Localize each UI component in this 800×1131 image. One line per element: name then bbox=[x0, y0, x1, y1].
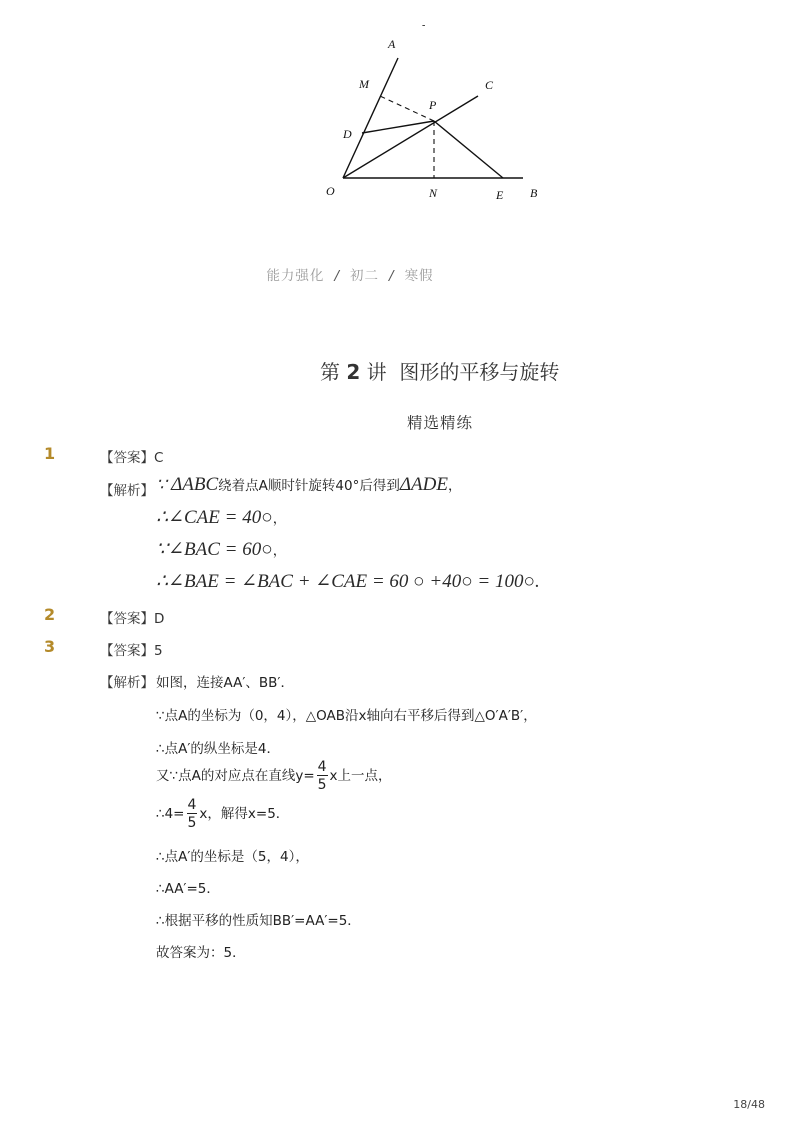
q1-line4-math: ∴∠BAE = ∠BAC + ∠CAE = 60 ○ +40○ = 100○. bbox=[156, 571, 540, 592]
q3-line4-pre: 又∵点A的对应点在直线y= bbox=[156, 768, 315, 784]
question-number-2: 2 bbox=[44, 605, 56, 624]
header-part3: 寒假 bbox=[404, 268, 434, 284]
q1-line1-text: 绕着点A顺时针旋转40°后得到 bbox=[218, 478, 400, 494]
q3-line5 bbox=[156, 798, 289, 830]
q3-line8: ∴根据平移的性质知BB′=AA′=5． bbox=[156, 913, 361, 929]
q3-line7: ∴AA′=5． bbox=[156, 881, 220, 897]
q3-line6: ∴点A′的坐标是（5，4）， bbox=[156, 849, 309, 865]
label-B: B bbox=[530, 186, 538, 200]
label-N: N bbox=[429, 186, 438, 200]
q1-line1 bbox=[156, 474, 461, 496]
q1-line2-math: ∴∠CAE = 40○ bbox=[156, 507, 273, 528]
label-P: P bbox=[429, 98, 437, 112]
q3-line3: ∴点A′的纵坐标是4． bbox=[156, 741, 280, 757]
q1-line2-end: ， bbox=[272, 511, 287, 527]
segment-PE bbox=[434, 121, 503, 178]
q1-line3 bbox=[156, 538, 286, 561]
lecture-title bbox=[320, 356, 559, 385]
q3-line5-pre: ∴4= bbox=[156, 806, 185, 822]
q3-line5-post: x，解得x=5． bbox=[199, 806, 290, 822]
label-O: O bbox=[326, 184, 335, 198]
lecture-number: 2 bbox=[346, 360, 361, 384]
q3-line2: ∵点A的坐标为（0，4），△OAB沿x轴向右平移后得到△O′A′B′， bbox=[156, 708, 537, 724]
q3-line9: 故答案为：5． bbox=[156, 945, 246, 961]
label-A: A bbox=[388, 37, 396, 51]
q2-answer: 【答案】D bbox=[100, 611, 165, 627]
fraction-denominator: 5 bbox=[317, 777, 327, 793]
q3-analysis-tag: 【解析】 bbox=[100, 675, 154, 691]
question-number-1: 1 bbox=[44, 444, 56, 463]
q3-line1: 如图，连接AA′、BB′． bbox=[156, 675, 294, 691]
ray-OA bbox=[343, 58, 398, 178]
q1-line4 bbox=[156, 570, 540, 593]
q3-answer: 【答案】5 bbox=[100, 643, 163, 659]
label-C: C bbox=[485, 78, 494, 92]
q1-answer: 【答案】C bbox=[100, 450, 164, 466]
ray-OC bbox=[343, 96, 478, 178]
fraction-numerator: 4 bbox=[317, 759, 327, 775]
label-M: M bbox=[359, 77, 369, 91]
q3-line5-fraction bbox=[187, 798, 198, 830]
label-top-mark: - bbox=[422, 20, 426, 31]
section-title: 精选精练 bbox=[407, 414, 474, 432]
q1-line2 bbox=[156, 506, 286, 529]
page-number: 18/48 bbox=[733, 1098, 765, 1111]
segment-DP bbox=[362, 121, 434, 133]
fraction-numerator: 4 bbox=[187, 797, 197, 813]
q1-analysis-tag: 【解析】 bbox=[100, 483, 154, 499]
q1-line3-end: ， bbox=[272, 543, 287, 559]
running-header bbox=[0, 264, 700, 284]
q3-line4-fraction bbox=[317, 760, 328, 792]
header-sep: / bbox=[389, 268, 395, 284]
header-sep: / bbox=[334, 268, 340, 284]
q1-line3-math: ∵∠BAC = 60○ bbox=[156, 539, 273, 560]
question-number-3: 3 bbox=[44, 637, 56, 656]
header-part2: 初二 bbox=[350, 268, 379, 284]
fraction-denominator: 5 bbox=[187, 815, 197, 831]
q1-because: ∵ bbox=[156, 475, 167, 494]
header-part1: 能力强化 bbox=[266, 268, 325, 284]
lecture-suffix: 讲 bbox=[366, 360, 387, 384]
q1-math-ade: ΔADE bbox=[399, 474, 448, 495]
dashed-PM bbox=[380, 96, 434, 121]
lecture-prefix: 第 bbox=[320, 360, 340, 384]
lecture-name: 图形的平移与旋转 bbox=[399, 360, 560, 384]
q3-line4 bbox=[156, 760, 392, 792]
label-E: E bbox=[496, 188, 504, 202]
label-D: D bbox=[343, 127, 352, 141]
q1-line1-end: ， bbox=[447, 478, 462, 494]
q1-math-abc: ΔABC bbox=[171, 474, 219, 495]
q3-line4-post: x上一点， bbox=[329, 768, 392, 784]
geometry-figure bbox=[318, 20, 558, 218]
